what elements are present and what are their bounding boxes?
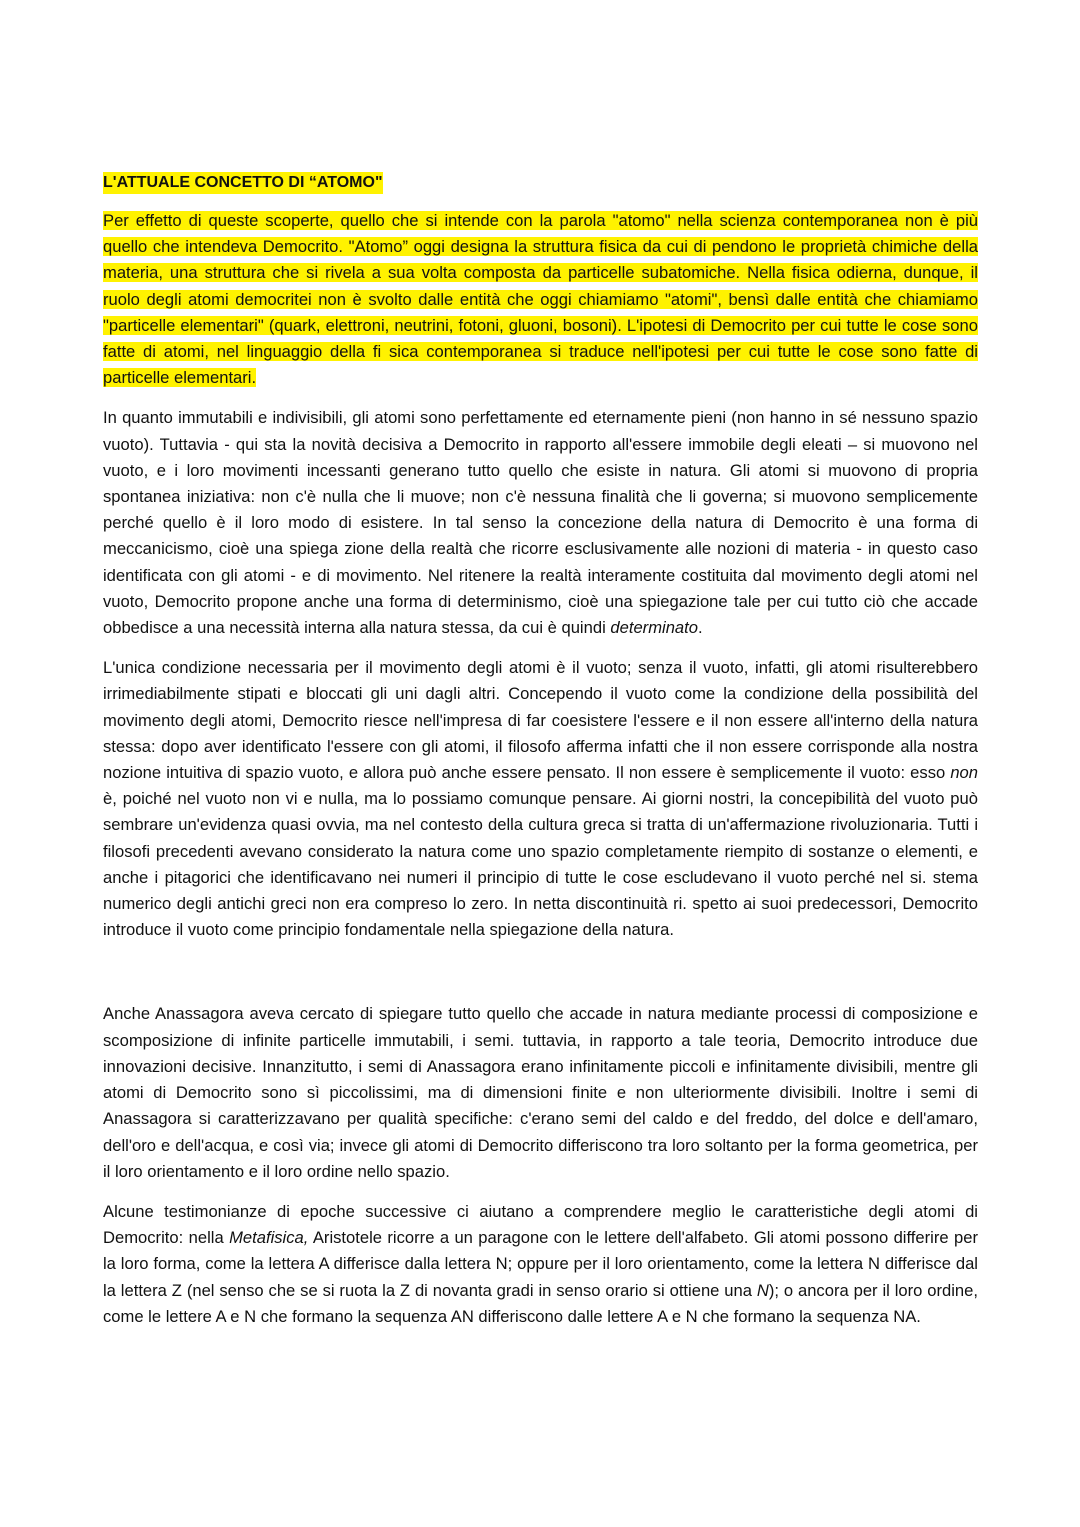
highlighted-text: Per effetto di queste scoperte, quello che si intende con la parola "atomo" nella scienza contemporanea non è più quello che intendeva Democrito. "Atomo” oggi designa la struttura fisica da cui di pendono le proprietà chimiche della materia, una struttura che si rivela a sua volta composta da particelle subatomiche. Nella fisica odierna, dunque, il ruolo degli atomi democritei non è svolto dalle entità che oggi chiamiamo "atomi", bensì dalle entità che chiamiamo "particelle elementari" (quark, elettroni, neutrini, fotoni, gluoni, bosoni). L'ipotesi di Democrito per cui tutte le cose sono fatte di atomi, nel linguaggio della fi sica contemporanea si traduce nell'ipotesi per cui tutte le cose sono fatte di particelle elementari.: [103, 211, 978, 388]
paragraph-highlighted: [103, 208, 978, 391]
italic-term: non: [950, 763, 978, 783]
paragraph-anaxagoras: Anche Anassagora aveva cercato di spiegare tutto quello che accade in natura mediante processi di composizione e scomposizione di infinite particelle immutabili, i semi. tuttavia, in rapporto a tale teoria, Democrito introduce due innovazioni decisive. Innanzitutto, i semi di Anassagora erano infinitamente piccoli e infinitamente divisibili, mentre gli atomi di Democrito sono sì piccolissimi, ma di dimensioni finite e non ulteriormente divisibili. Inoltre i semi di Anassagora si caratterizzavano per qualità specifiche: c'erano semi del caldo e del freddo, del dolce e dell'amaro, dell'oro e dell'acqua, e così via; invece gli atomi di Democrito differiscono tra loro soltanto per la forma geometrica, per il loro orientamento e il loro ordine nello spazio.: [103, 1004, 978, 1181]
italic-letter: N: [756, 1280, 769, 1300]
italic-term: determinato: [610, 618, 699, 638]
italic-book-title: Metafisica,: [229, 1228, 309, 1248]
paragraph-aristotle: Alcune testimonianze di epoche successive ci aiutano a comprendere meglio le caratteristiche degli atomi di Democrito: nella Metafisica, Aristotele ricorre a un paragone con le lettere dell'alfabeto. Gli atomi possono differire per la loro forma, come la lettera A differisce dalla lettera N; oppure per il loro orientamento, come la lettera N differisce dal la lettera Z (nel senso che se si ruota la Z di novanta gradi in senso orario si ottiene una N); o ancora per il loro ordine, come le lettere A e N che formano la sequenza AN differiscono dalle lettere A e N che formano la sequenza NA.: [103, 1201, 978, 1326]
paragraph-void: L'unica condizione necessaria per il movimento degli atomi è il vuoto; senza il vuoto, infatti, gli atomi risulterebbero irrimediabilmente stipati e bloccati gli uni dagli altri. Concependo il vuoto come la condizione della possibilità del movimento degli atomi, Democrito riesce nell'impresa di far coesistere l'essere e il non essere all'interno della natura stessa: dopo aver identificato l'essere con gli atomi, il filosofo afferma infatti che il non essere corrisponde alla nostra nozione intuitiva di spazio vuoto, e allora può anche essere pensato. Il non essere è semplicemente il vuoto: esso non è, poiché nel vuoto non vi e nulla, ma lo possiamo comunque pensare. Ai giorni nostri, la concepibilità del vuoto può sembrare un'evidenza quasi ovvia, ma nel contesto della cultura greca si tratta di un'affermazione rivoluzionaria. Tutti i filosofi precedenti avevano considerato la natura come uno spazio completamente riempito di sostanze o elementi, e anche i pitagorici che identificavano nei numeri il principio di tutte le cose escludevano il vuoto perché nel si. stema numerico degli antichi greci non era compreso lo zero. In netta discontinuità ri. spetto ai suoi predecessori, Democrito introduce il vuoto come principio fondamentale nella spiegazione della natura.: [103, 658, 978, 940]
section-title: L'ATTUALE CONCETTO DI “ATOMO": [103, 172, 383, 194]
paragraph-atoms-motion: In quanto immutabili e indivisibili, gli atomi sono perfettamente ed eternamente pieni (non hanno in sé nessuno spazio vuoto). Tuttavia - qui sta la novità decisiva a Democrito in rapporto all'essere immobile degli eleati – si muovono nel vuoto, e i loro movimenti incessanti generano tutto quello che esiste in natura. Gli atomi si muovono di propria spontanea iniziativa: non c'è nulla che li muove; non c'è nessuna finalità che li governa; si muovono semplicemente perché quello è il loro modo di esistere. In tal senso la concezione della natura di Democrito è una forma di meccanicismo, cioè una spiega zione della realtà che ricorre esclusivamente alle nozioni di materia - in questo caso identificata con gli atomi - e di movimento. Nel ritenere la realtà interamente costituita dal movimento degli atomi nel vuoto, Democrito propone anche una forma di determinismo, cioè una spiegazione tale per cui tutto ciò che accade obbedisce a una necessità interna alla natura stessa, da cui è quindi determinato.: [103, 408, 978, 638]
